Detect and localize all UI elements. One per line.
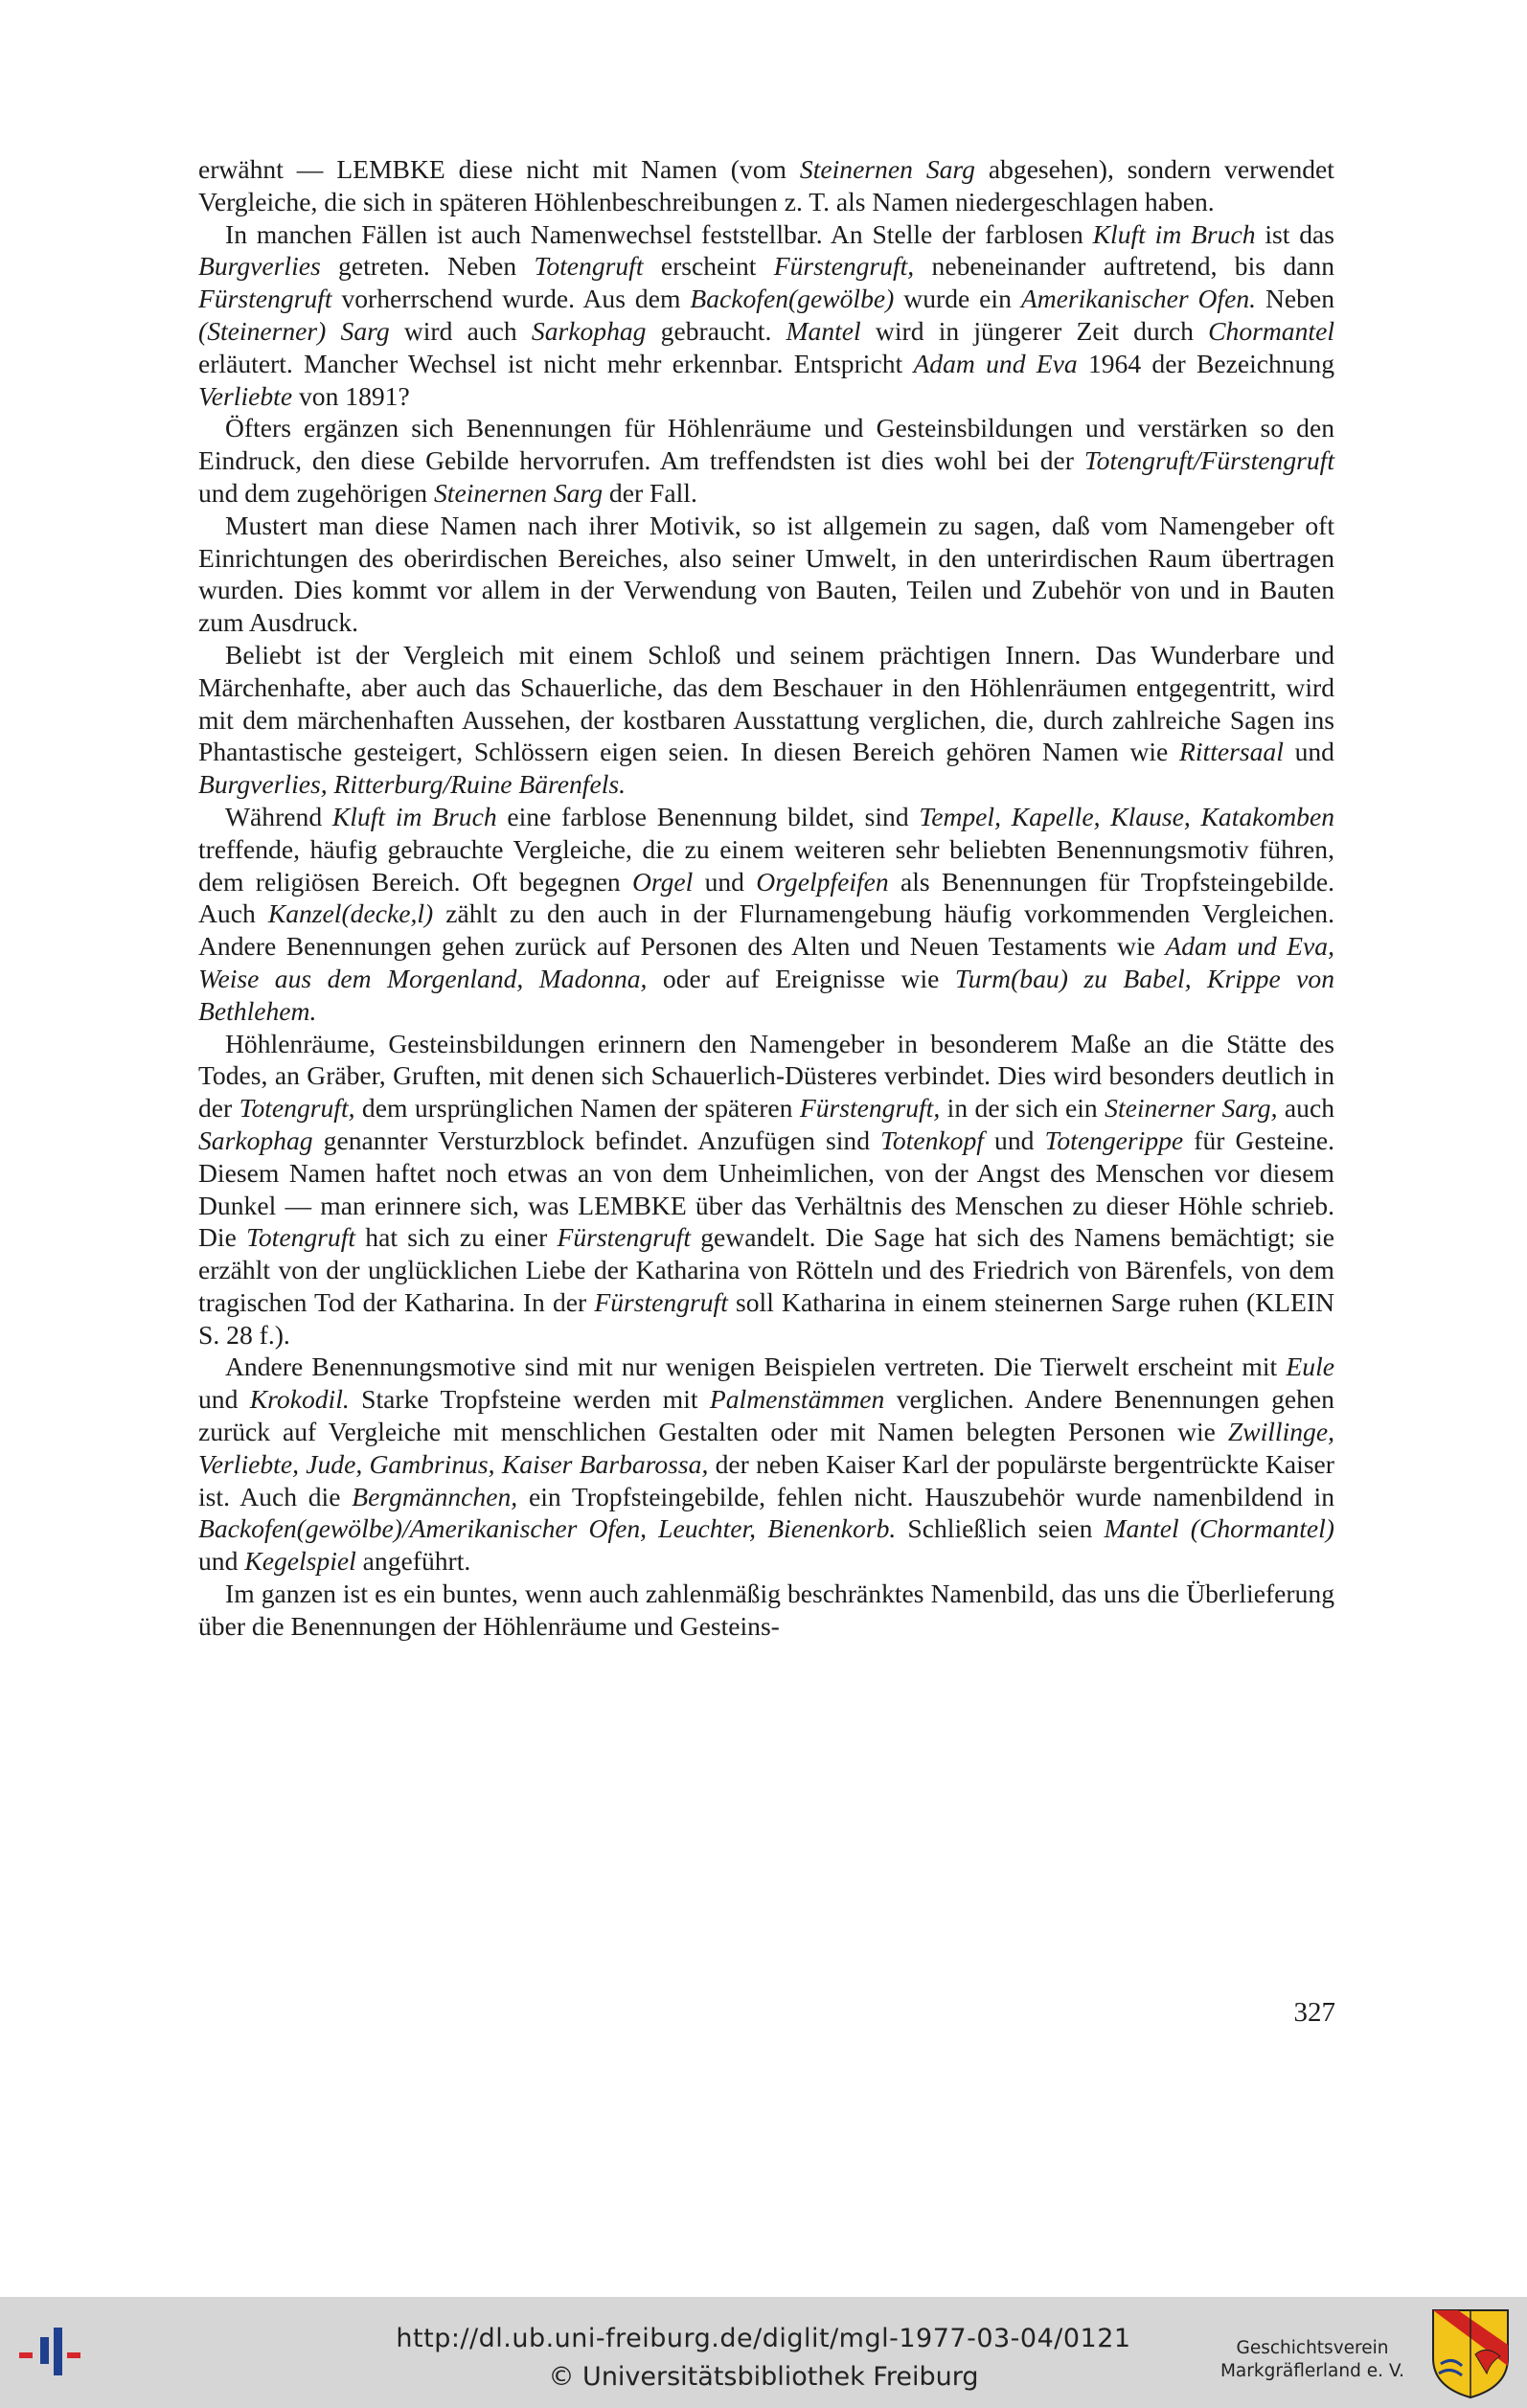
text-run: Beliebt ist der Vergleich mit einem Schloß und seinem prächtigen Innern. Das Wunderbare und Märchenhafte, aber auch das Schauerliche, das dem Beschauer in den Höhlenräumen entgegentritt, wird mit dem märchenhaften Aussehen, der kostbaren Ausstattung verglichen, die, durch zahlreiche Sagen ins Phantastische gesteigert, Schlössern eigen seien. In diesen Bereich gehören Namen wie [198,639,1334,767]
text-run: der neben Kaiser Karl der populärste bergentrückte Kaiser ist. Auch die [198,1448,1334,1511]
italic-term: Backofen(gewölbe)/Amerikanischer Ofen, Leuchter, Bienenkorb. [198,1513,897,1544]
footer-url[interactable]: http://dl.ub.uni-freiburg.de/diglit/mgl-1977-03-04/0121 [396,2324,1131,2353]
text-run: ein Tropfsteingebilde, fehlen nicht. Hauszubehör wurde namenbildend in [517,1481,1334,1511]
text-run: treffende, häufig gebrauchte Vergleiche, die zu einem weiteren sehr beliebten Benennungsmotiv führen, dem religiösen Bereich. Oft begegnen [198,833,1334,897]
text-run: Neben [1256,284,1334,314]
text-run: wird auch [389,315,532,346]
italic-term: Krokodil. [249,1384,350,1415]
italic-term: Steinernen Sarg [799,154,975,184]
text-run: Schließlich seien [896,1513,1105,1544]
italic-term: Totengruft [246,1222,356,1253]
italic-term: (Steinerner) Sarg [198,315,390,346]
footer-bar [0,2297,1527,2408]
text-run: dem ursprünglichen Namen der späteren [354,1093,800,1124]
paragraph [198,1351,1334,1578]
italic-term: Turm(bau) zu Babel, Krippe von Bethlehem. [198,963,1335,1026]
text-run: Höhlenräume, Gesteinsbildungen erinnern den Namengeber in besonderem Maße an die Stätte des Todes, an Gräber, Gruften, mit denen sich Schauerlich-Düsteres verbindet. Dies wird besonders deutlich in der [198,1028,1334,1124]
italic-term: Chormantel [1208,315,1334,346]
italic-term: Totengerippe [1044,1124,1184,1155]
paragraph [198,639,1334,801]
text-run: auch [1277,1093,1334,1124]
paragraph [198,153,1334,218]
page-number: 327 [1293,1997,1335,2028]
text-run: Andere Benennungsmotive sind mit nur wenigen Beispielen vertreten. Die Tierwelt erscheint mit [225,1352,1287,1382]
text-run: und [198,1384,250,1415]
italic-term: Eule [1286,1352,1334,1382]
italic-term: Fürstengruft [594,1286,728,1317]
coat-of-arms-icon [1429,2306,1512,2400]
italic-term: Mantel (Chormantel) [1104,1513,1334,1544]
italic-term: Sarkophag [531,315,647,346]
text-run: von 1891? [292,380,410,411]
text-run: erscheint [643,251,774,282]
text-run: erwähnt — LEMBKE diese nicht mit Namen (vom [198,154,800,184]
italic-term: Totengruft/Fürstengruft [1083,445,1334,476]
text-run: wurde ein [894,284,1021,314]
paragraph [198,1578,1334,1643]
italic-term: Backofen(gewölbe) [690,284,895,314]
text-run: der Fall. [603,477,697,508]
text-run: und [1283,737,1334,767]
text-run: vorherrschend wurde. Aus dem [331,284,691,314]
text-run: und dem zugehörigen [198,477,434,508]
text-run: 1964 der Bezeichnung [1077,348,1334,378]
italic-term: Totengruft [534,251,644,282]
society-line-2: Markgräflerland e. V. [1219,2361,1405,2381]
italic-term: Kluft im Bruch [331,801,497,831]
text-run: Im ganzen ist es ein buntes, wenn auch zahlenmäßig beschränktes Namenbild, das uns die Überlieferung über die Benennungen der Höhlenräume und Gesteins- [198,1579,1334,1641]
italic-term: Steinernen Sarg [433,477,603,508]
text-run: in der sich ein [940,1093,1105,1124]
text-run: soll Katharina in einem steinernen Sarge ruhen (KLEIN S. 28 f.). [198,1286,1335,1350]
italic-term: Fürstengruft [557,1222,692,1253]
text-run: und [983,1124,1045,1155]
italic-term: Verliebte [198,380,293,411]
text-run: Starke Tropfsteine werden mit [349,1384,710,1415]
italic-term: Zwillinge, Verliebte, Jude, Gambrinus, Kaiser Barbarossa, [198,1417,1334,1479]
paragraph [198,801,1334,1028]
italic-term: Orgelpfeifen [756,866,889,897]
italic-term: Kluft im Bruch [1092,218,1256,249]
text-run: gewandelt. Die Sage hat sich des Namens bemächtigt; sie erzählt von der unglücklichen Liebe der Katharina von Rötteln und des Friedrich von Bärenfels, von dem tragischen Tod der Katharina. In der [198,1222,1334,1317]
italic-term: Fürstengruft, [773,251,915,282]
society-name [1217,2337,1408,2383]
italic-term: Totenkopf [880,1124,984,1155]
italic-term: Kanzel(decke,l) [267,898,434,929]
text-run: genannter Versturzblock befindet. Anzufügen sind [312,1124,881,1155]
italic-term: Adam und Eva, Weise aus dem Morgenland, Madonna, [198,931,1334,993]
text-run: hat sich zu einer [355,1222,558,1253]
text-run: In manchen Fällen ist auch Namenwechsel feststellbar. An Stelle der farblosen [225,218,1093,249]
text-run: und [198,1546,245,1577]
text-run: wird in jüngerer Zeit durch [860,315,1209,346]
text-run: als Benennungen für Tropfsteingebilde. Auch [198,866,1334,929]
italic-term: Amerikanischer Ofen. [1020,284,1257,314]
italic-term: Burgverlies, Ritterburg/Ruine Bärenfels. [198,769,627,800]
text-run: erläutert. Mancher Wechsel ist nicht mehr erkennbar. Entspricht [198,348,914,378]
text-run: angeführt. [355,1546,471,1577]
text-run: und [693,866,757,897]
paragraph [198,412,1334,509]
text-run: für Gesteine. Diesem Namen haftet noch etwas an von dem Unheimlichen, von der Angst des Menschen vor diesem Dunkel — man erinnere sich, was LEMBKE über das Verhältnis des Menschen zu dieser Höhle schrieb. Die [198,1124,1334,1253]
body-text [198,153,1334,1643]
text-run: gebraucht. [646,315,786,346]
text-run: getreten. Neben [320,251,535,282]
text-run: zählt zu den auch in der Flurnamengebung häufig vorkommenden Vergleichen. Andere Benennungen gehen zurück auf Personen des Alten und Neuen Testaments wie [198,898,1334,962]
italic-term: Fürstengruft, [799,1093,941,1124]
italic-term: Steinerner Sarg, [1105,1093,1278,1124]
italic-term: Burgverlies [198,251,321,282]
italic-term: Kegelspiel [244,1546,356,1577]
text-run: abgesehen), sondern verwendet Vergleiche, die sich in späteren Höhlenbeschreibungen z. T. als Namen niedergeschlagen haben. [198,154,1334,216]
text-run: Während [225,801,332,831]
italic-term: Fürstengruft [198,284,332,314]
text-run: Öfters ergänzen sich Benennungen für Höhlenräume und Gesteinsbildungen und verstärken so den Eindruck, den diese Gebilde hervorrufen. Am treffendsten ist dies wohl bei der [198,413,1334,476]
italic-term: Adam und Eva [913,348,1078,378]
text-run: eine farblose Benennung bildet, sind [496,801,920,831]
italic-term: Rittersaal [1179,737,1284,767]
paragraph [198,1028,1334,1352]
text-run: verglichen. Andere Benennungen gehen zurück auf Vergleiche mit menschlichen Gestalten oder mit Namen belegten Personen wie [198,1384,1334,1447]
italic-term: Tempel, Kapelle, Klause, Katakomben [919,801,1334,831]
italic-term: Sarkophag [198,1124,313,1155]
italic-term: Mantel [786,315,861,346]
footer-copyright: © Universitätsbibliothek Freiburg [548,2362,979,2392]
italic-term: Bergmännchen, [352,1481,518,1511]
paragraph [198,510,1334,639]
italic-term: Totengruft, [239,1093,355,1124]
text-run: oder auf Ereignisse wie [647,963,955,993]
italic-term: Orgel [631,866,694,897]
italic-term: Palmenstämmen [709,1384,885,1415]
text-run: ist das [1255,218,1335,249]
society-line-1: Geschichtsverein [1236,2338,1389,2358]
paragraph [198,218,1334,413]
text-run: nebeneinander auftretend, bis dann [914,251,1334,282]
text-run: Mustert man diese Namen nach ihrer Motivik, so ist allgemein zu sagen, daß vom Namengeber oft Einrichtungen des oberirdischen Bereiches, also seiner Umwelt, in den unterirdischen Raum übertragen wurden. Dies kommt vor allem in der Verwendung von Bauten, Teilen und Zubehör von und in Bauten zum Ausdruck. [198,510,1334,638]
